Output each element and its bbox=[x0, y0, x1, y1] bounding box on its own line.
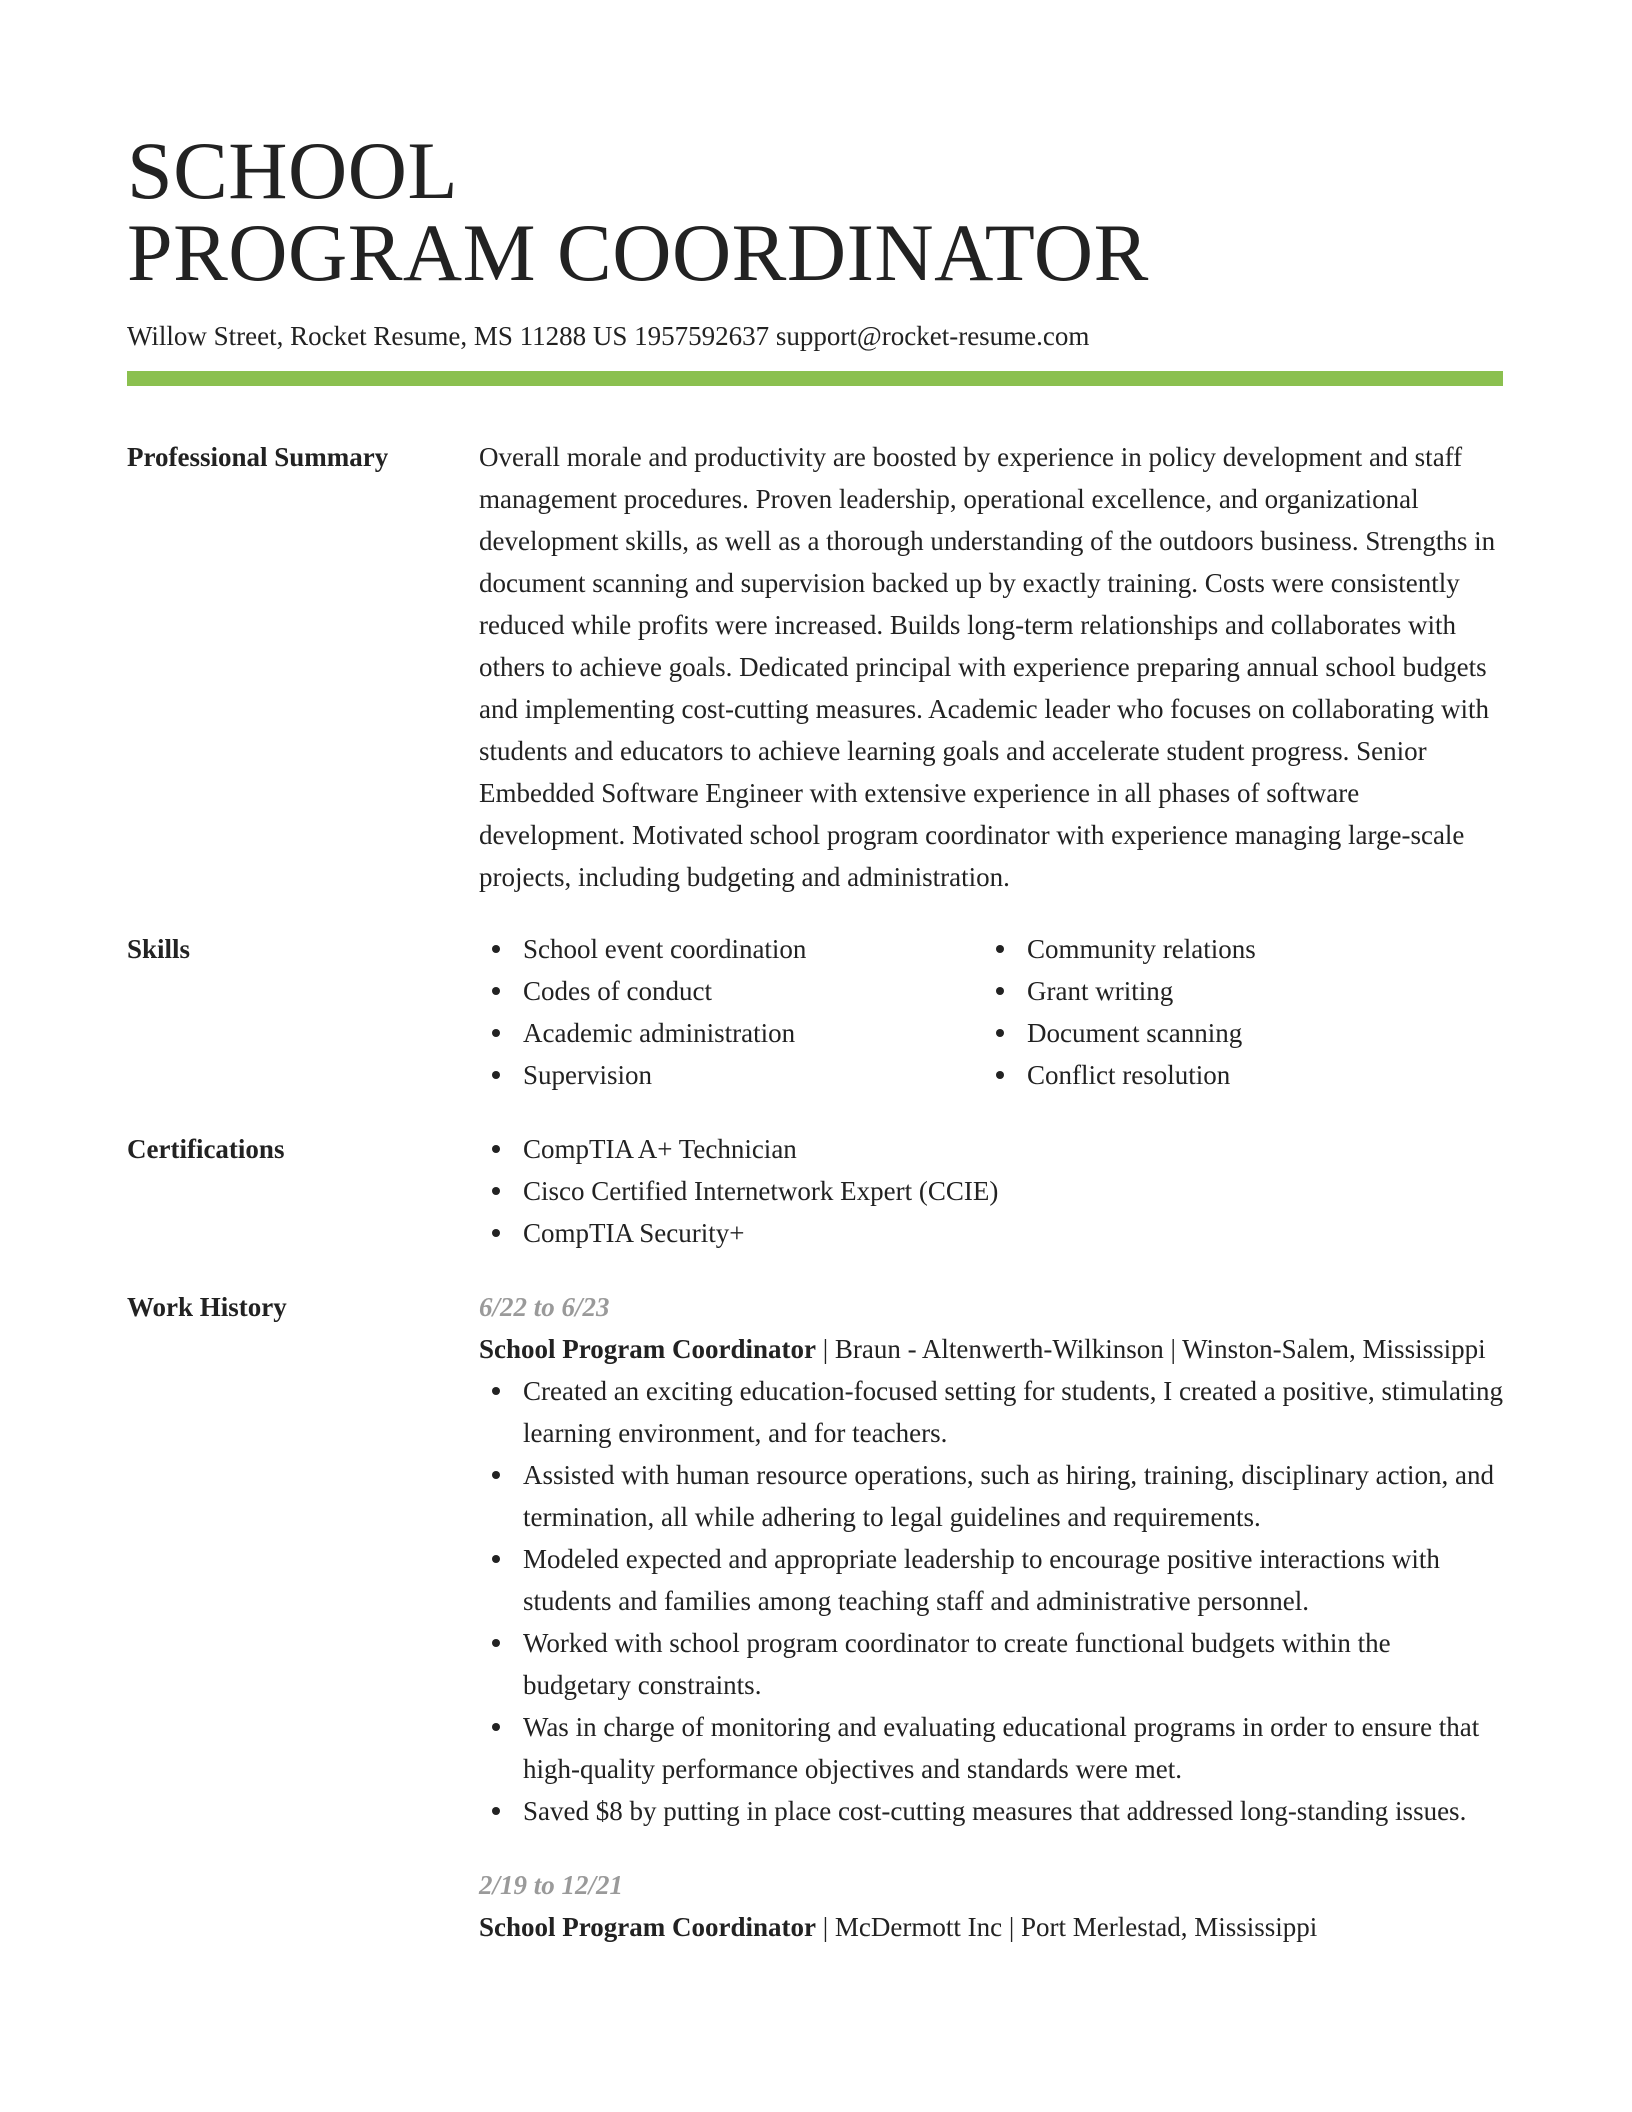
job-heading bbox=[479, 1328, 1503, 1370]
skill-item: Conflict resolution bbox=[983, 1054, 1487, 1096]
certification-item: CompTIA Security+ bbox=[479, 1212, 1503, 1254]
skills-list-right bbox=[983, 928, 1487, 1096]
certifications-heading: Certifications bbox=[127, 1134, 285, 1164]
skills-list-left bbox=[479, 928, 983, 1096]
certifications-body bbox=[479, 1128, 1503, 1254]
skills-column-right bbox=[983, 928, 1487, 1096]
summary-text: Overall morale and productivity are boosted by experience in policy development and staff management procedures. Proven leadership, operational excellence, and organizational development skills, as well as a thorough understanding of the outdoors business. Strengths in document scanning and supervision backed up by exactly training. Costs were consistently reduced while profits were increased. Builds long-term relationships and collaborates with others to achieve goals. Dedicated principal with experience preparing annual school budgets and implementing cost-cutting measures. Academic leader who focuses on collaborating with students and educators to achieve learning goals and accelerate student progress. Senior Embedded Software Engineer with extensive experience in all phases of software development. Motivated school program coordinator with experience managing large-scale projects, including budgeting and administration. bbox=[479, 442, 1496, 892]
job-dates: 6/22 to 6/23 bbox=[479, 1292, 610, 1322]
title-line-2: PROGRAM COORDINATOR bbox=[127, 207, 1149, 298]
job-dates: 2/19 to 12/21 bbox=[479, 1870, 624, 1900]
responsibility-item: Was in charge of monitoring and evaluating educational programs in order to ensure that high-quality performance objectives and standards were met. bbox=[479, 1706, 1503, 1790]
certifications-section bbox=[127, 1128, 1503, 1254]
resume-title bbox=[127, 125, 1503, 298]
summary-section bbox=[127, 436, 1503, 898]
certification-item: CompTIA A+ Technician bbox=[479, 1128, 1503, 1170]
skills-heading: Skills bbox=[127, 934, 191, 964]
skill-item: Codes of conduct bbox=[479, 970, 983, 1012]
job-heading bbox=[479, 1906, 1503, 1948]
job-employer-location: | Braun - Altenwerth-Wilkinson | Winston-Salem, Mississippi bbox=[815, 1334, 1486, 1364]
responsibility-item: Assisted with human resource operations, such as hiring, training, disciplinary action, and termination, all while adhering to legal guidelines and requirements. bbox=[479, 1454, 1503, 1538]
skill-item: Document scanning bbox=[983, 1012, 1487, 1054]
certifications-list bbox=[479, 1128, 1503, 1254]
work-history-heading: Work History bbox=[127, 1292, 287, 1322]
title-line-1: SCHOOL bbox=[127, 125, 459, 216]
job-entry bbox=[479, 1864, 1503, 1948]
responsibility-item: Modeled expected and appropriate leadership to encourage positive interactions with students and families among teaching staff and administrative personnel. bbox=[479, 1538, 1503, 1622]
skill-item: Supervision bbox=[479, 1054, 983, 1096]
skill-item: Community relations bbox=[983, 928, 1487, 970]
work-history-body bbox=[479, 1286, 1503, 1948]
skills-column-left bbox=[479, 928, 983, 1096]
responsibility-item: Worked with school program coordinator to create functional budgets within the budgetary constraints. bbox=[479, 1622, 1503, 1706]
skills-grid bbox=[479, 928, 1503, 1096]
job-entry bbox=[479, 1286, 1503, 1832]
summary-body bbox=[479, 436, 1503, 898]
job-responsibilities bbox=[479, 1370, 1503, 1832]
certification-item: Cisco Certified Internetwork Expert (CCIE) bbox=[479, 1170, 1503, 1212]
skill-item: Grant writing bbox=[983, 970, 1487, 1012]
responsibility-item: Created an exciting education-focused setting for students, I created a positive, stimulating learning environment, and for teachers. bbox=[479, 1370, 1503, 1454]
skills-section bbox=[127, 928, 1503, 1096]
contact-line: Willow Street, Rocket Resume, MS 11288 US 1957592637 support@rocket-resume.com bbox=[127, 321, 1090, 351]
summary-heading: Professional Summary bbox=[127, 442, 389, 472]
accent-divider bbox=[127, 371, 1503, 386]
job-employer-location: | McDermott Inc | Port Merlestad, Mississippi bbox=[815, 1912, 1318, 1942]
work-history-section bbox=[127, 1286, 1503, 1948]
skill-item: School event coordination bbox=[479, 928, 983, 970]
resume-page bbox=[127, 0, 1503, 1948]
job-title: School Program Coordinator bbox=[479, 1912, 816, 1942]
responsibility-item: Saved $8 by putting in place cost-cutting measures that addressed long-standing issues. bbox=[479, 1790, 1503, 1832]
skill-item: Academic administration bbox=[479, 1012, 983, 1054]
job-title: School Program Coordinator bbox=[479, 1334, 816, 1364]
skills-body bbox=[479, 928, 1503, 1096]
